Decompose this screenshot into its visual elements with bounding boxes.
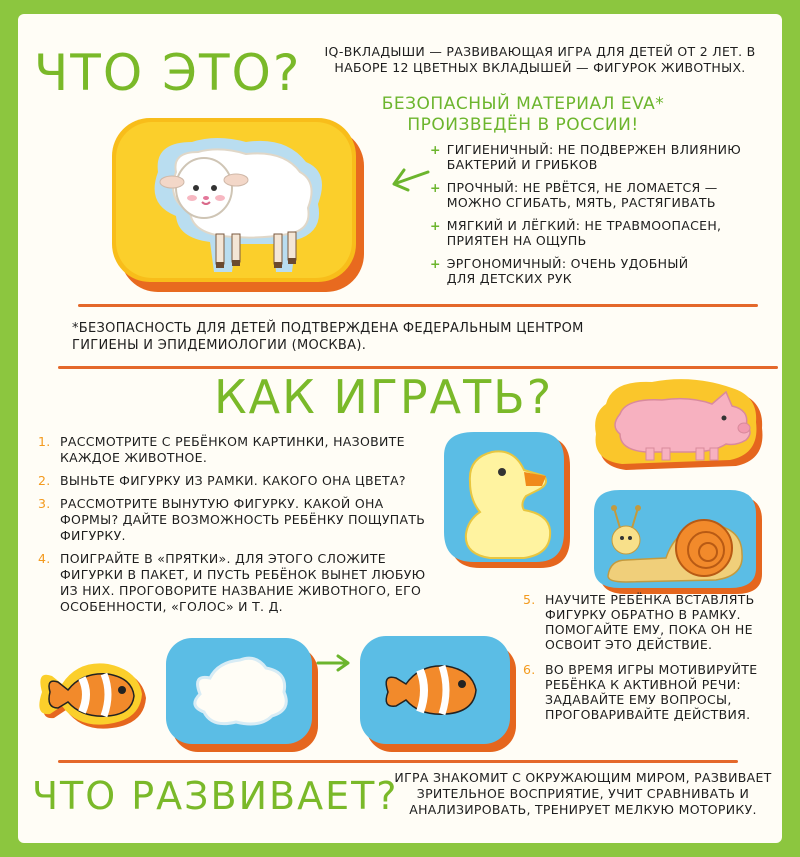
step-item: [38, 473, 438, 489]
step-number: 3.: [38, 496, 51, 511]
material-line-2: ПРОИЗВЕДЁН В РОССИИ!: [407, 115, 639, 135]
step-number: 1.: [38, 434, 51, 449]
feature-item: [430, 218, 780, 248]
plus-icon: +: [430, 142, 441, 157]
step-text: РАССМОТРИТЕ С РЕБЁНКОМ КАРТИНКИ, НАЗОВИТЕ КАЖДОЕ ЖИВОТНОЕ.: [60, 434, 405, 465]
section-title-what-is-it: ЧТО ЭТО?: [34, 44, 302, 102]
fish-picture: [38, 654, 150, 738]
feature-list: [430, 142, 780, 290]
intro-text: IQ-ВКЛАДЫШИ — РАЗВИВАЮЩАЯ ИГРА ДЛЯ ДЕТЕЙ ОТ 2 ЛЕТ. В НАБОРЕ 12 ЦВЕТНЫХ ВКЛАДЫШЕЙ — ФИГУРОК ЖИВОТНЫХ.: [324, 44, 756, 75]
step-number: 6.: [523, 662, 536, 677]
footnote-line: *БЕЗОПАСНОСТЬ ДЛЯ ДЕТЕЙ ПОДТВЕРЖДЕНА ФЕДЕРАЛЬНЫМ ЦЕНТРОМ: [72, 321, 584, 336]
step-text: РАССМОТРИТЕ ВЫНУТУЮ ФИГУРКУ. КАКОЙ ОНА ФОРМЫ? ДАЙТЕ ВОЗМОЖНОСТЬ РЕБЁНКУ ПОЩУПАТЬ ФИГУРКУ.: [60, 496, 426, 543]
material-heading: [378, 94, 668, 136]
arrow-icon: [388, 164, 432, 194]
step-text: ВО ВРЕМЯ ИГРЫ МОТИВИРУЙТЕ РЕБЁНКА К АКТИВНОЙ РЕЧИ: ЗАДАВАЙТЕ ЕМУ ВОПРОСЫ, ПРОГОВАРИВАЙТЕ ДЕЙСТВИЯ.: [545, 662, 758, 722]
feature-text: [447, 142, 780, 172]
step-text: ВЫНЬТЕ ФИГУРКУ ИЗ РАМКИ. КАКОГО ОНА ЦВЕТА?: [60, 473, 406, 488]
develops-text: ИГРА ЗНАКОМИТ С ОКРУЖАЮЩИМ МИРОМ, РАЗВИВАЕТ ЗРИТЕЛЬНОЕ ВОСПРИЯТИЕ, УЧИТ СРАВНИВАТЬ И АНАЛИЗИРОВАТЬ, ТРЕНИРУЕТ МЕЛКУЮ МОТОРИКУ.: [394, 770, 772, 817]
step-text: НАУЧИТЕ РЕБЁНКА ВСТАВЛЯТЬ ФИГУРКУ ОБРАТНО В РАМКУ. ПОМОГАЙТЕ ЕМУ, ПОКА ОН НЕ ОСВОИТ ЭТО ДЕЙСТВИЕ.: [545, 592, 755, 652]
step-item: [523, 592, 775, 652]
material-line-1: БЕЗОПАСНЫЙ МАТЕРИАЛ EVA*: [381, 94, 665, 114]
step-text: ПОИГРАЙТЕ В «ПРЯТКИ». ДЛЯ ЭТОГО СЛОЖИТЕ ФИГУРКИ В ПАКЕТ, И ПУСТЬ РЕБЁНОК ВЫНЕТ ЛЮБУЮ ИЗ НИХ. ПРОГОВОРИТЕ НАЗВАНИЕ ЖИВОТНОГО, ЕГО ОСОБЕННОСТИ, «ГОЛОС» И Т. Д.: [60, 551, 426, 614]
divider: [58, 366, 778, 369]
feature-line: МОЖНО СГИБАТЬ, МЯТЬ, РАСТЯГИВАТЬ: [446, 195, 716, 210]
instruction-card: [18, 14, 782, 843]
feature-text: [447, 218, 780, 248]
divider: [58, 760, 738, 763]
step-number: 4.: [38, 551, 51, 566]
feature-line: ЭРГОНОМИЧНЫЙ: ОЧЕНЬ УДОБНЫЙ: [446, 256, 689, 271]
step-item: [38, 434, 438, 466]
feature-line: МЯГКИЙ И ЛЁГКИЙ: НЕ ТРАВМООПАСЕН,: [446, 218, 722, 233]
feature-line: ПРИЯТЕН НА ОЩУПЬ: [446, 233, 587, 248]
feature-item: [430, 142, 780, 172]
snail-picture: [586, 488, 770, 598]
section-title-how-to-play: КАК ИГРАТЬ?: [214, 370, 554, 424]
step-item: [38, 551, 438, 615]
step-item: [523, 662, 775, 722]
step-item: [38, 496, 438, 544]
section-title-what-develops: ЧТО РАЗВИВАЕТ?: [32, 774, 399, 818]
plus-icon: +: [430, 180, 441, 195]
feature-text: [447, 180, 780, 210]
empty-frame-picture: [164, 636, 320, 754]
feature-text: [447, 256, 780, 286]
duck-picture: [440, 430, 578, 574]
feature-line: ДЛЯ ДЕТСКИХ РУК: [446, 271, 572, 286]
feature-item: [430, 180, 780, 210]
feature-item: [430, 256, 780, 286]
footnote: [72, 320, 712, 354]
step-number: 5.: [523, 592, 536, 607]
feature-line: БАКТЕРИЙ И ГРИБКОВ: [446, 157, 598, 172]
steps-list-right: [523, 592, 775, 722]
steps-list-left: [38, 434, 438, 615]
pig-picture: [586, 370, 770, 482]
arrow-icon: [314, 652, 354, 674]
sheep-picture: [106, 112, 368, 296]
fish-in-frame-picture: [358, 634, 518, 754]
plus-icon: +: [430, 218, 441, 233]
divider: [78, 304, 758, 307]
feature-line: ПРОЧНЫЙ: НЕ РВЁТСЯ, НЕ ЛОМАЕТСЯ —: [446, 180, 718, 195]
plus-icon: +: [430, 256, 441, 271]
feature-line: ГИГИЕНИЧНЫЙ: НЕ ПОДВЕРЖЕН ВЛИЯНИЮ: [446, 142, 742, 157]
footnote-line: ГИГИЕНЫ И ЭПИДЕМИОЛОГИИ (МОСКВА).: [72, 338, 367, 353]
step-number: 2.: [38, 473, 51, 488]
